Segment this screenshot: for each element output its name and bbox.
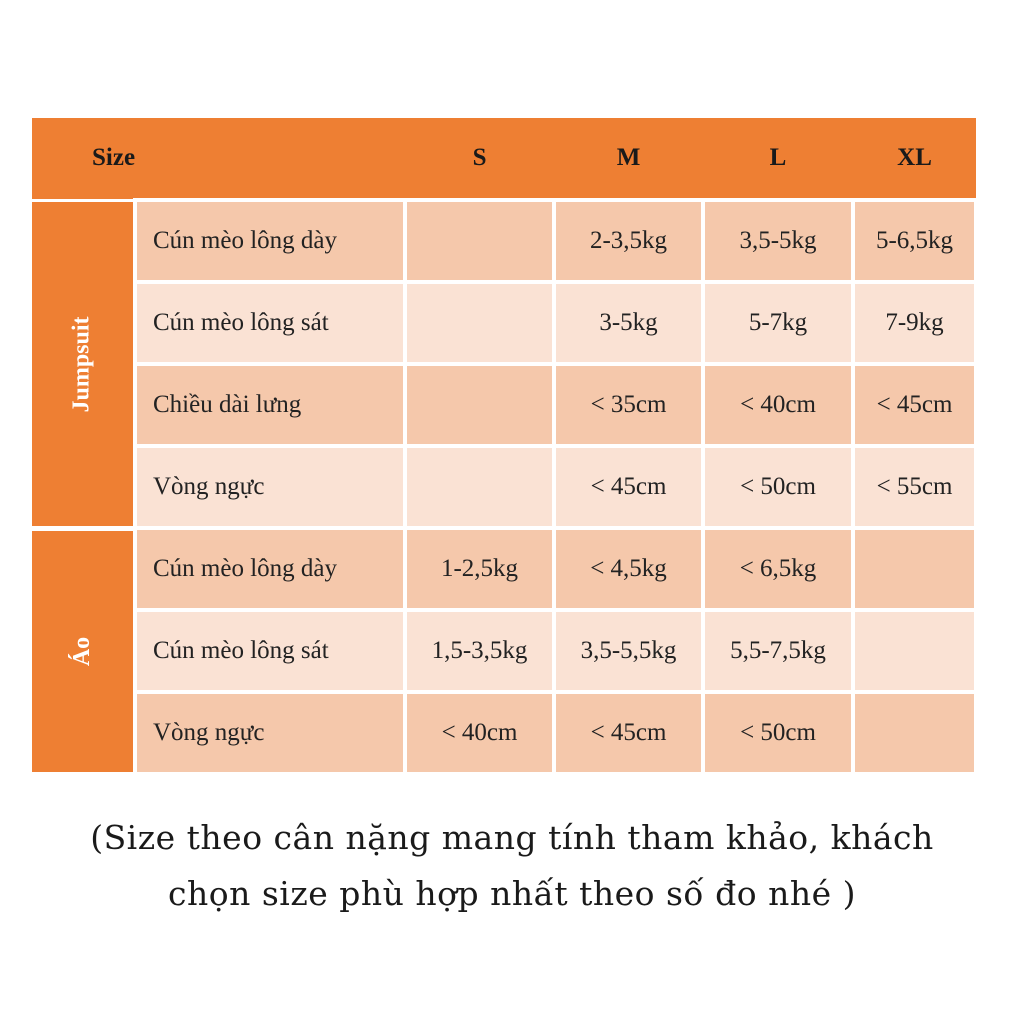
cell-xl: < 55cm <box>853 446 976 528</box>
cell-m: 3,5-5,5kg <box>554 610 703 692</box>
cell-xl <box>853 528 976 610</box>
cell-m: 2-3,5kg <box>554 200 703 282</box>
header-xl: XL <box>853 118 976 200</box>
cell-l: 5-7kg <box>703 282 853 364</box>
header-size: Size <box>32 118 405 200</box>
cell-xl: 7-9kg <box>853 282 976 364</box>
row-attribute: Vòng ngực <box>135 446 405 528</box>
header-row <box>32 118 976 200</box>
cell-m: < 45cm <box>554 692 703 774</box>
cell-m: < 35cm <box>554 364 703 446</box>
table-row <box>32 200 976 282</box>
cell-s: 1,5-3,5kg <box>405 610 554 692</box>
row-attribute: Cún mèo lông sát <box>135 282 405 364</box>
table-row <box>32 446 976 528</box>
cell-s: < 40cm <box>405 692 554 774</box>
header-s: S <box>405 118 554 200</box>
cell-m: 3-5kg <box>554 282 703 364</box>
table-row <box>32 282 976 364</box>
row-attribute: Chiều dài lưng <box>135 364 405 446</box>
cell-l: < 50cm <box>703 692 853 774</box>
cell-l: 3,5-5kg <box>703 200 853 282</box>
table-row <box>32 528 976 610</box>
cell-s <box>405 364 554 446</box>
cell-l: < 40cm <box>703 364 853 446</box>
group-label-ao <box>32 528 135 774</box>
cell-s <box>405 200 554 282</box>
cell-l: < 6,5kg <box>703 528 853 610</box>
cell-m: < 45cm <box>554 446 703 528</box>
cell-xl <box>853 610 976 692</box>
table-row <box>32 692 976 774</box>
group-label-text: Áo <box>69 636 95 667</box>
header-l: L <box>703 118 853 200</box>
table-row <box>32 610 976 692</box>
cell-s: 1-2,5kg <box>405 528 554 610</box>
cell-s <box>405 282 554 364</box>
cell-s <box>405 446 554 528</box>
cell-l: < 50cm <box>703 446 853 528</box>
cell-xl: < 45cm <box>853 364 976 446</box>
cell-l: 5,5-7,5kg <box>703 610 853 692</box>
size-chart-table <box>32 118 978 777</box>
cell-xl <box>853 692 976 774</box>
cell-m: < 4,5kg <box>554 528 703 610</box>
header-m: M <box>554 118 703 200</box>
row-attribute: Vòng ngực <box>135 692 405 774</box>
note-line-2: chọn size phù hợp nhất theo số đo nhé ) <box>168 874 856 913</box>
row-attribute: Cún mèo lông sát <box>135 610 405 692</box>
cell-xl: 5-6,5kg <box>853 200 976 282</box>
group-label-jumpsuit <box>32 200 135 528</box>
group-label-text: Jumpsuit <box>68 315 95 413</box>
row-attribute: Cún mèo lông dày <box>135 200 405 282</box>
note-line-1: (Size theo cân nặng mang tính tham khảo, khách <box>90 818 934 857</box>
table-row <box>32 364 976 446</box>
size-note <box>0 810 1024 922</box>
row-attribute: Cún mèo lông dày <box>135 528 405 610</box>
